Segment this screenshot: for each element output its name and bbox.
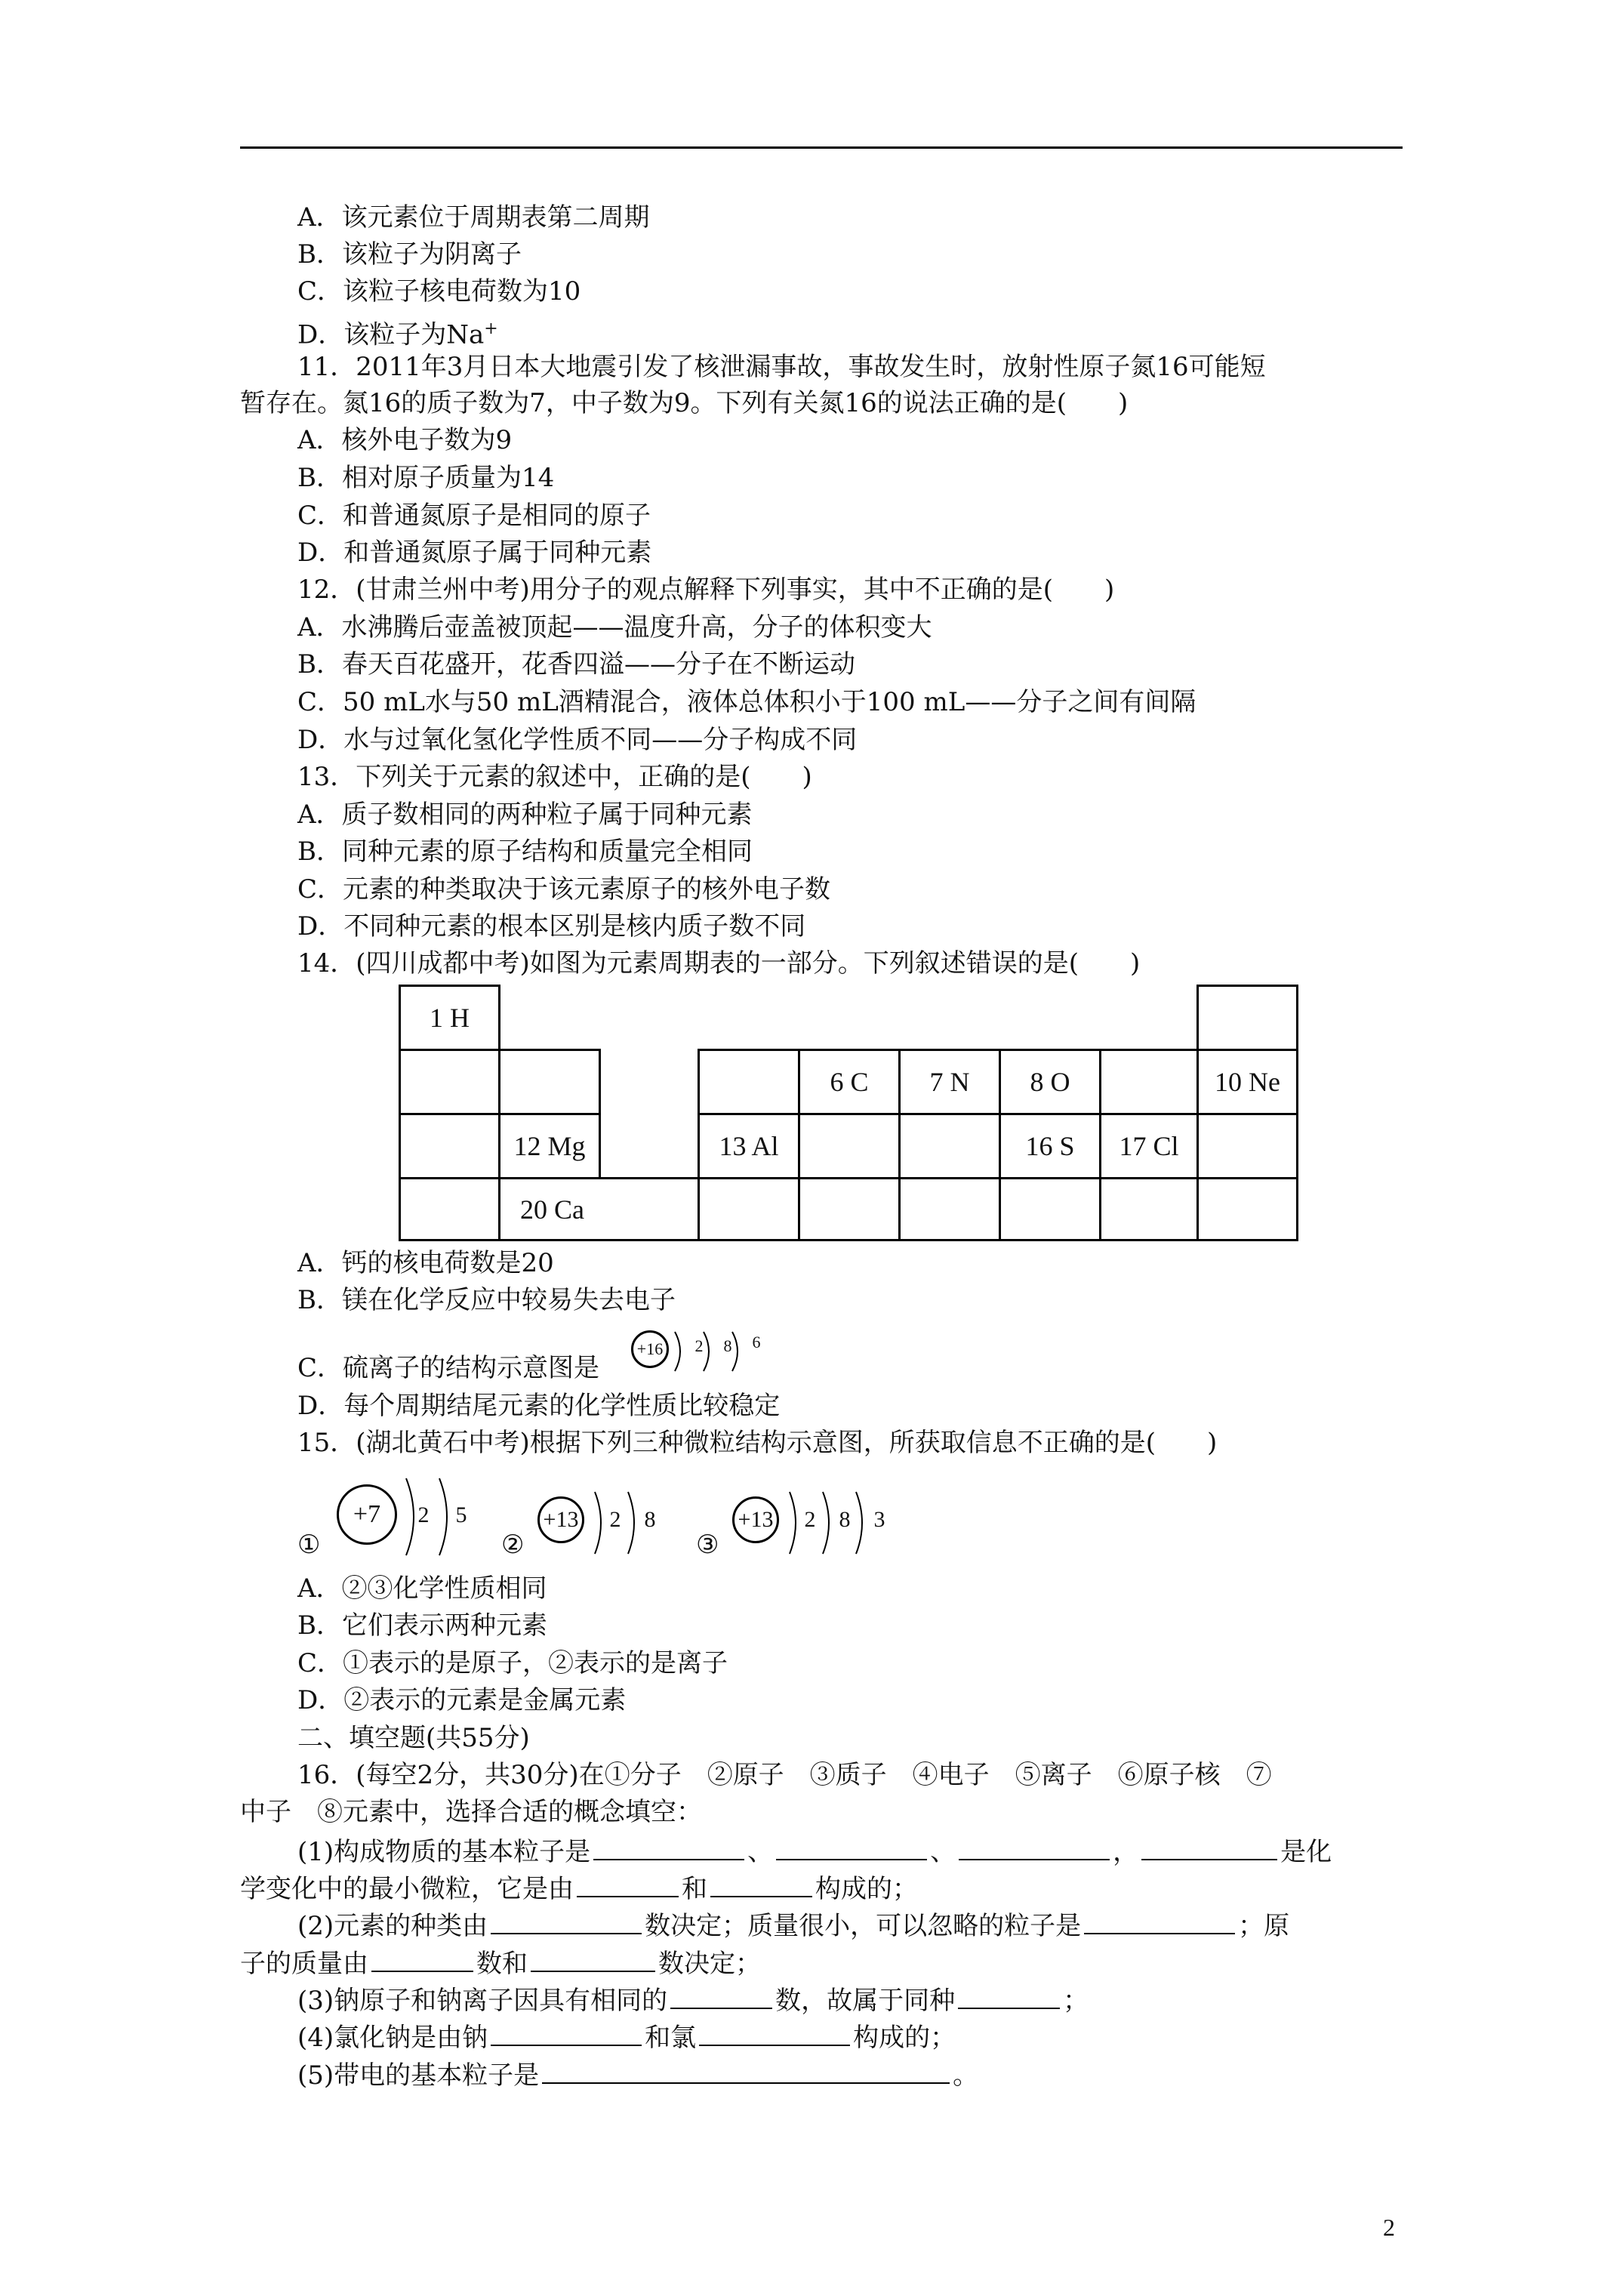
cell-cl: 17 Cl: [1099, 1113, 1199, 1179]
particle-3-label: ③: [696, 1530, 719, 1560]
cell-blank-r4-3: [698, 1177, 800, 1241]
q16-p1-text-d: ，: [1113, 1837, 1139, 1867]
q16-p3-text-c: ；: [1063, 1986, 1089, 2016]
particle-2-label: ②: [501, 1530, 525, 1560]
q16-p4-text-c: 构成的；: [853, 2023, 956, 2053]
particle-2-shell-2: 8: [644, 1507, 656, 1532]
q16-part4: [297, 2020, 956, 2053]
cell-blank-r4-7: [1099, 1177, 1199, 1241]
q16-part2-line2: [240, 1946, 761, 1979]
cell-blank-r1-end: [1196, 985, 1298, 1051]
cell-blank-r2-3: [698, 1049, 800, 1115]
q16-part2-line1: [297, 1909, 1289, 1941]
q14-stem: 14．(四川成都中考)如图为元素周期表的一部分。下列叙述错误的是( ): [297, 948, 1141, 978]
particle-3-nucleus: +13: [732, 1496, 779, 1543]
page-number: 2: [1383, 2214, 1395, 2241]
q13-option-d: D．不同种元素的根本区别是核内质子数不同: [297, 911, 806, 942]
q14-option-d: D．每个周期结尾元素的化学性质比较稳定: [297, 1391, 781, 1421]
q16-part5: [297, 2058, 978, 2091]
particle-1-shell-1: 2: [417, 1502, 430, 1527]
q16-p4-blank-1[interactable]: [491, 2020, 642, 2046]
q15-option-c: C．①表示的是原子，②表示的是离子: [297, 1648, 728, 1678]
q10-option-a: A．该元素位于周期表第二周期: [297, 202, 650, 233]
q16-p1-text-b: 、: [747, 1837, 774, 1867]
cell-blank-r4-4: [798, 1177, 901, 1241]
particle-2-nucleus: +13: [537, 1496, 584, 1543]
cell-blank-r3-8: [1196, 1113, 1298, 1179]
q16-p2-text-e: 数和: [476, 1949, 528, 1979]
q16-p5-text-b: 。: [953, 2060, 979, 2091]
q11-option-d: D．和普通氮原子属于同种元素: [297, 538, 652, 568]
q16-p2-text-d: 子的质量由: [240, 1949, 368, 1979]
cell-al: 13 Al: [698, 1113, 800, 1179]
cell-ca-label: 20 Ca: [520, 1194, 584, 1225]
q16-stem-line2: 中子 ⑧元素中，选择合适的概念填空：: [240, 1797, 702, 1827]
q13-option-a: A．质子数相同的两种粒子属于同种元素: [297, 800, 753, 830]
q11-stem-line1: 11．2011年3月日本大地震引发了核泄漏事故，事故发生时，放射性原子氮16可能短: [297, 352, 1266, 382]
section-2-heading: 二、填空题(共55分): [297, 1723, 530, 1753]
q12-stem: 12．(甘肃兰州中考)用分子的观点解释下列事实，其中不正确的是( ): [297, 575, 1115, 605]
q16-p1-text-c: 、: [930, 1837, 956, 1867]
sulfur-ion-nucleus: +16: [631, 1330, 669, 1368]
q16-p1-blank-6[interactable]: [710, 1872, 812, 1897]
cell-c: 6 C: [798, 1049, 901, 1115]
cell-blank-r4-5: [898, 1177, 1001, 1241]
particle-1-shell-2: 5: [455, 1502, 467, 1527]
q16-p2-text-b: 数决定；质量很小，可以忽略的粒子是: [645, 1911, 1082, 1941]
q10-option-d-superscript: +: [484, 319, 498, 338]
cell-blank-r4-1: [399, 1177, 500, 1241]
q16-p2-text-c: ；原: [1238, 1911, 1290, 1941]
sulfur-ion-shell-1: 2: [694, 1336, 704, 1355]
q16-p1-text-g: 和: [682, 1874, 707, 1904]
header-rule: [240, 146, 1403, 149]
q15-option-d: D．②表示的元素是金属元素: [297, 1685, 627, 1715]
q16-p3-text-a: (3)钠原子和钠离子因具有相同的: [297, 1986, 668, 2016]
q16-part1-line1: [297, 1835, 1332, 1867]
q12-option-b: B．春天百花盛开，花香四溢——分子在不断运动: [297, 649, 855, 680]
q16-p1-blank-2[interactable]: [776, 1835, 927, 1860]
particle-3-shell-3: 3: [873, 1507, 885, 1532]
cell-blank-r4-6: [999, 1177, 1101, 1241]
q16-p5-blank-1[interactable]: [542, 2058, 950, 2084]
sulfur-ion-shell-3: 6: [752, 1333, 761, 1351]
q16-p2-blank-4[interactable]: [531, 1946, 655, 1972]
q16-p4-blank-2[interactable]: [699, 2020, 850, 2046]
q16-p2-text-f: 数决定；: [658, 1949, 761, 1979]
cell-ca: [498, 1177, 700, 1241]
q12-option-a: A．水沸腾后壶盖被顶起——温度升高，分子的体积变大: [297, 612, 932, 643]
q11-option-c: C．和普通氮原子是相同的原子: [297, 501, 651, 531]
cell-blank-r2-1: [399, 1049, 500, 1115]
q10-option-d-text: D．该粒子为Na: [297, 319, 485, 350]
q10-option-d: [297, 314, 498, 350]
q16-p5-text-a: (5)带电的基本粒子是: [297, 2060, 540, 2091]
q12-option-c: C．50 mL水与50 mL酒精混合，液体总体积小于100 mL——分子之间有间隔: [297, 687, 1196, 717]
cell-blank-r3-5: [898, 1113, 1001, 1179]
cell-mg: 12 Mg: [498, 1113, 601, 1179]
q16-part3: [297, 1983, 1089, 2016]
q10-option-b: B．该粒子为阴离子: [297, 239, 522, 270]
q14-option-a: A．钙的核电荷数是20: [297, 1248, 554, 1278]
q16-p1-text-f: 学变化中的最小微粒，它是由: [240, 1874, 574, 1904]
q11-option-a: A．核外电子数为9: [297, 425, 513, 455]
cell-blank-r4-8: [1196, 1177, 1298, 1241]
q16-p1-blank-4[interactable]: [1141, 1835, 1277, 1860]
cell-blank-r2-7: [1099, 1049, 1199, 1115]
q16-p2-blank-2[interactable]: [1084, 1909, 1235, 1934]
cell-o: 8 O: [999, 1049, 1101, 1115]
particle-3-shell-1: 2: [804, 1507, 816, 1532]
q15-option-b: B．它们表示两种元素: [297, 1610, 547, 1641]
q11-option-b: B．相对原子质量为14: [297, 463, 555, 493]
q16-stem-line1: 16．(每空2分，共30分)在①分子 ②原子 ③质子 ④电子 ⑤离子 ⑥原子核 ⑦: [297, 1760, 1272, 1790]
q13-stem: 13．下列关于元素的叙述中，正确的是( ): [297, 762, 812, 792]
q16-p3-blank-1[interactable]: [670, 1983, 772, 2009]
cell-blank-r3-4: [798, 1113, 901, 1179]
q16-p2-blank-3[interactable]: [371, 1946, 473, 1972]
cell-blank-r3-1: [399, 1113, 500, 1179]
particle-1-nucleus: +7: [337, 1484, 397, 1545]
q16-p1-text-e: 是化: [1280, 1837, 1332, 1867]
q14-option-b: B．镁在化学反应中较易失去电子: [297, 1285, 676, 1315]
cell-n: 7 N: [898, 1049, 1001, 1115]
cell-s: 16 S: [999, 1113, 1101, 1179]
q16-p1-blank-3[interactable]: [959, 1835, 1110, 1860]
q13-option-b: B．同种元素的原子结构和质量完全相同: [297, 837, 753, 867]
q13-option-c: C．元素的种类取决于该元素原子的核外电子数: [297, 874, 831, 905]
q11-stem-line2: 暂存在。氮16的质子数为7，中子数为9。下列有关氮16的说法正确的是( ): [240, 388, 1129, 418]
q16-p4-text-b: 和氯: [645, 2023, 697, 2053]
q15-option-a: A．②③化学性质相同: [297, 1573, 547, 1604]
q16-p1-text-h: 构成的；: [815, 1874, 918, 1904]
q16-p3-blank-2[interactable]: [958, 1983, 1060, 2009]
q12-option-d: D．水与过氧化氢化学性质不同——分子构成不同: [297, 725, 858, 755]
q16-p1-blank-1[interactable]: [593, 1835, 744, 1860]
cell-ne: 10 Ne: [1196, 1049, 1298, 1115]
q16-p3-text-b: 数，故属于同种: [775, 1986, 956, 2016]
particle-3-shell-2: 8: [839, 1507, 851, 1532]
q16-p1-blank-5[interactable]: [577, 1872, 679, 1897]
cell-h: 1 H: [399, 985, 500, 1051]
periodic-table-fragment: [399, 985, 1304, 1241]
q15-stem: 15．(湖北黄石中考)根据下列三种微粒结构示意图，所获取信息不正确的是( ): [297, 1428, 1218, 1458]
q16-p1-text-a: (1)构成物质的基本粒子是: [297, 1837, 591, 1867]
q16-p4-text-a: (4)氯化钠是由钠: [297, 2023, 488, 2053]
q14-option-c: C．硫离子的结构示意图是: [297, 1353, 600, 1383]
q16-p2-text-a: (2)元素的种类由: [297, 1911, 488, 1941]
q16-p2-blank-1[interactable]: [491, 1909, 642, 1934]
particle-1-label: ①: [297, 1530, 321, 1560]
cell-blank-r2-2: [498, 1049, 601, 1115]
particle-2-shell-1: 2: [609, 1507, 621, 1532]
q16-part1-line2: [240, 1872, 918, 1904]
q10-option-c: C．该粒子核电荷数为10: [297, 276, 581, 307]
sulfur-ion-shell-2: 8: [723, 1336, 732, 1355]
